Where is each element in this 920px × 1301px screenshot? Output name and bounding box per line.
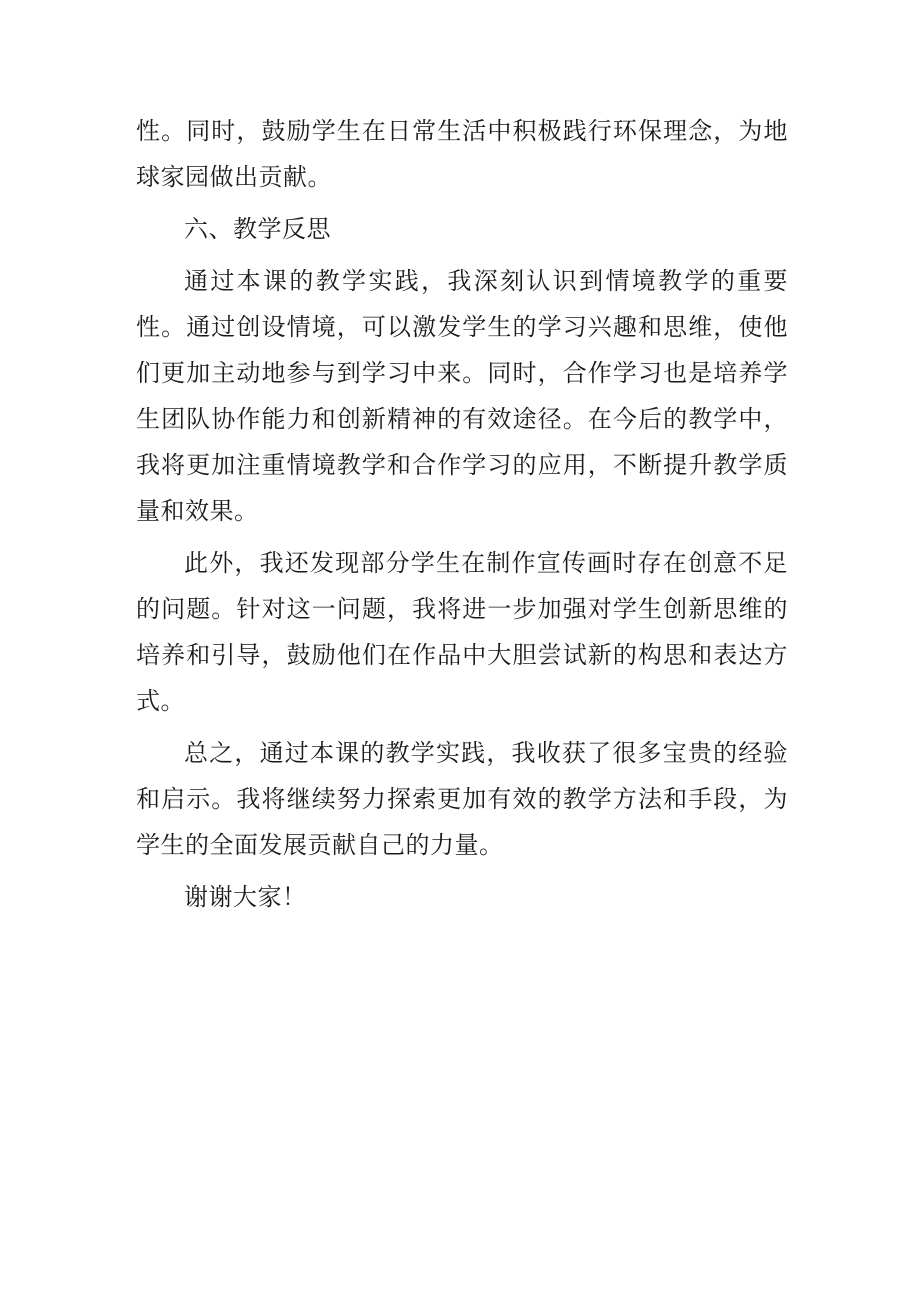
closing-thanks: 谢谢大家！ — [184, 883, 307, 911]
paragraph-reflection-creativity: 此外，我还发现部分学生在制作宣传画时存在创意不足的问题。针对这一问题，我将进一步加强对学生创新思维的培养和引导，鼓励他们在作品中大胆尝试新的构思和表达方式。 — [136, 549, 788, 715]
paragraph-continuation: 性。同时，鼓励学生在日常生活中积极践行环保理念，为地球家园做出贡献。 — [136, 117, 788, 191]
paragraph-conclusion: 总之，通过本课的教学实践，我收获了很多宝贵的经验和启示。我将继续努力探索更加有效的教学方法和手段，为学生的全面发展贡献自己的力量。 — [136, 739, 788, 859]
document-body — [136, 108, 788, 920]
section-heading-teaching-reflection: 六、教学反思 — [184, 215, 331, 243]
paragraph-reflection-main: 通过本课的教学实践，我深刻认识到情境教学的重要性。通过创设情境，可以激发学生的学习兴趣和思维，使他们更加主动地参与到学习中来。同时，合作学习也是培养学生团队协作能力和创新精神的有效途径。在今后的教学中，我将更加注重情境教学和合作学习的应用，不断提升教学质量和效果。 — [136, 267, 788, 525]
